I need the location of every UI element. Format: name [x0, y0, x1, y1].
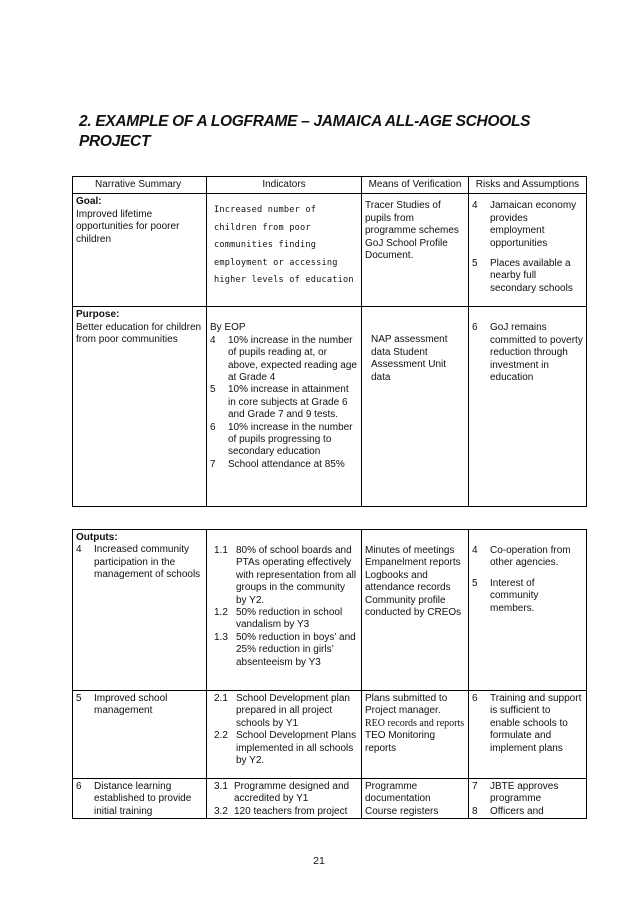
risk-text: JBTE approves programme [490, 781, 559, 805]
goal-summary: Improved lifetime opportunities for poorer children [76, 208, 180, 245]
goal-risk-item [472, 258, 583, 295]
indicator-number: 7 [210, 458, 216, 470]
output-indicators-cell [207, 691, 362, 779]
output-indicator-item [210, 693, 358, 730]
indicator-text: 120 teachers from project [234, 805, 348, 817]
indicator-number: 2.2 [214, 730, 228, 742]
output-summary-cell [73, 779, 207, 819]
output-text: Increased community participation in the management of schools [94, 544, 201, 581]
output-indicator-item [210, 545, 358, 607]
risk-number: 4 [472, 200, 478, 212]
output-row-3 [73, 779, 587, 819]
output-indicator-item [210, 806, 358, 817]
risk-number: 6 [472, 693, 478, 704]
output-summary [76, 693, 203, 718]
indicator-number: 1.2 [214, 607, 228, 619]
output-number: 5 [76, 693, 82, 704]
indicator-number: 3.2 [214, 805, 228, 817]
output-summary [76, 544, 203, 581]
header-narrative-summary: Narrative Summary [73, 177, 207, 194]
indicator-text: School attendance at 85% [228, 458, 345, 470]
goal-summary-cell [73, 194, 207, 307]
output-verification: Plans submitted to Project manager. [365, 693, 448, 717]
output-risks-cell [469, 530, 587, 691]
header-indicators: Indicators [207, 177, 362, 194]
page-title: 2. EXAMPLE OF A LOGFRAME – JAMAICA ALL-AGE SCHOOLS PROJECT [79, 113, 531, 150]
goal-row [73, 194, 587, 307]
output-risks-cell [469, 691, 587, 779]
purpose-verification: NAP assessment data Student Assessment Unit data [371, 334, 448, 383]
output-number: 4 [76, 544, 82, 556]
output-verification-cell [362, 530, 469, 691]
indicator-number: 5 [210, 384, 216, 396]
indicator-text: 10% increase in the number of pupils reading at, or above, expected reading age at Grade 4 [228, 334, 357, 384]
output-summary [76, 781, 203, 817]
indicator-number: 4 [210, 334, 216, 346]
output-indicators-cell [207, 530, 362, 691]
output-risk-item [472, 578, 583, 615]
goal-indicator-cell [207, 194, 362, 307]
goal-risk-item [472, 200, 583, 250]
risk-text: Interest of community members. [490, 577, 539, 614]
logframe-table-top [72, 176, 587, 507]
header-risks-assumptions: Risks and Assumptions [469, 177, 587, 194]
purpose-row [73, 307, 587, 507]
output-verification: Minutes of meetings Empanelment reports Logbooks and attendance records Community profile conducted by CREOs [365, 545, 462, 619]
indicator-text: 80% of school boards and PTAs operating effectively with representation from all groups in the community by Y2. [236, 545, 357, 606]
output-risk-item [472, 806, 583, 817]
risk-number: 4 [472, 545, 478, 556]
risk-text: GoJ remains committed to poverty reduction through investment in education [490, 322, 583, 384]
output-verification-cell [362, 779, 469, 819]
risk-text: Training and support is sufficient to enable schools to formulate and implement plans [490, 693, 582, 754]
indicator-text: School Development Plans implemented in all schools by Y2. [236, 730, 357, 767]
purpose-risk-item [472, 322, 583, 384]
purpose-risks-cell [469, 307, 587, 507]
outputs-label: Outputs: [76, 532, 118, 543]
output-text: Improved school management [94, 693, 168, 717]
goal-indicator: Increased number of children from poor communities finding employment or accessing higher levels of education [214, 205, 354, 286]
output-indicators-cell [207, 779, 362, 819]
output-indicator-item [210, 607, 358, 632]
purpose-label: Purpose: [76, 309, 120, 321]
purpose-indicator-intro: By EOP [210, 322, 246, 334]
goal-verification: Tracer Studies of pupils from programme schemes GoJ School Profile Document. [365, 200, 459, 262]
goal-label: Goal: [76, 196, 102, 208]
output-verification-cell [362, 691, 469, 779]
output-indicator-item [210, 781, 358, 806]
purpose-summary-cell [73, 307, 207, 507]
risk-number: 5 [472, 577, 478, 589]
indicator-text: 50% reduction in boys’ and 25% reduction in girls’ absenteeism by Y3 [236, 631, 356, 668]
output-risk-item [472, 781, 583, 806]
risk-number: 7 [472, 781, 478, 792]
indicator-number: 6 [210, 421, 216, 433]
indicator-number: 2.1 [214, 693, 228, 704]
risk-number: 6 [472, 322, 478, 334]
risk-text: Co-operation from other agencies. [490, 545, 571, 569]
output-verification: TEO Monitoring reports [365, 730, 436, 754]
indicator-number: 3.1 [214, 781, 228, 792]
output-row-1 [73, 530, 587, 691]
output-text: Distance learning established to provide initial training [94, 781, 192, 817]
purpose-indicator-item [210, 422, 358, 459]
output-verification: Programme documentation Course registers [365, 781, 439, 817]
risk-text: Officers and [490, 805, 544, 817]
header-means-of-verification: Means of Verification [362, 177, 469, 194]
output-summary-cell [73, 530, 207, 691]
output-number: 6 [76, 781, 82, 792]
table-header-row [73, 177, 587, 194]
output-risk-item [472, 545, 583, 570]
purpose-verification-cell [362, 307, 469, 507]
purpose-indicator-item [210, 335, 358, 385]
output-risks-cell [469, 779, 587, 819]
purpose-indicator-item [210, 459, 358, 471]
output-summary-cell [73, 691, 207, 779]
goal-risks-cell [469, 194, 587, 307]
purpose-indicators-cell [207, 307, 362, 507]
indicator-text: School Development plan prepared in all project schools by Y1 [236, 693, 350, 729]
output-row-2 [73, 691, 587, 779]
output-risk-item [472, 693, 583, 755]
indicator-text: Programme designed and accredited by Y1 [234, 781, 350, 805]
page-number: 21 [313, 855, 325, 867]
purpose-summary: Better education for children from poor communities [76, 321, 202, 346]
goal-verification-cell [362, 194, 469, 307]
indicator-number: 1.1 [214, 545, 228, 556]
risk-text: Jamaican economy provides employment opportunities [490, 200, 577, 249]
indicator-number: 1.3 [214, 631, 228, 643]
output-indicator-item [210, 632, 358, 669]
indicator-text: 50% reduction in school vandalism by Y3 [236, 607, 343, 631]
output-verification: REO records and reports [365, 717, 465, 729]
indicator-text: 10% increase in attainment in core subjects at Grade 6 and Grade 7 and 9 tests. [228, 384, 349, 421]
logframe-table-outputs [72, 529, 587, 819]
risk-number: 8 [472, 805, 478, 817]
risk-text: Places available a nearby full secondary schools [490, 258, 573, 294]
risk-number: 5 [472, 258, 478, 270]
indicator-text: 10% increase in the number of pupils progressing to secondary education [228, 421, 353, 458]
purpose-indicator-item [210, 384, 358, 421]
output-indicator-item [210, 730, 358, 767]
